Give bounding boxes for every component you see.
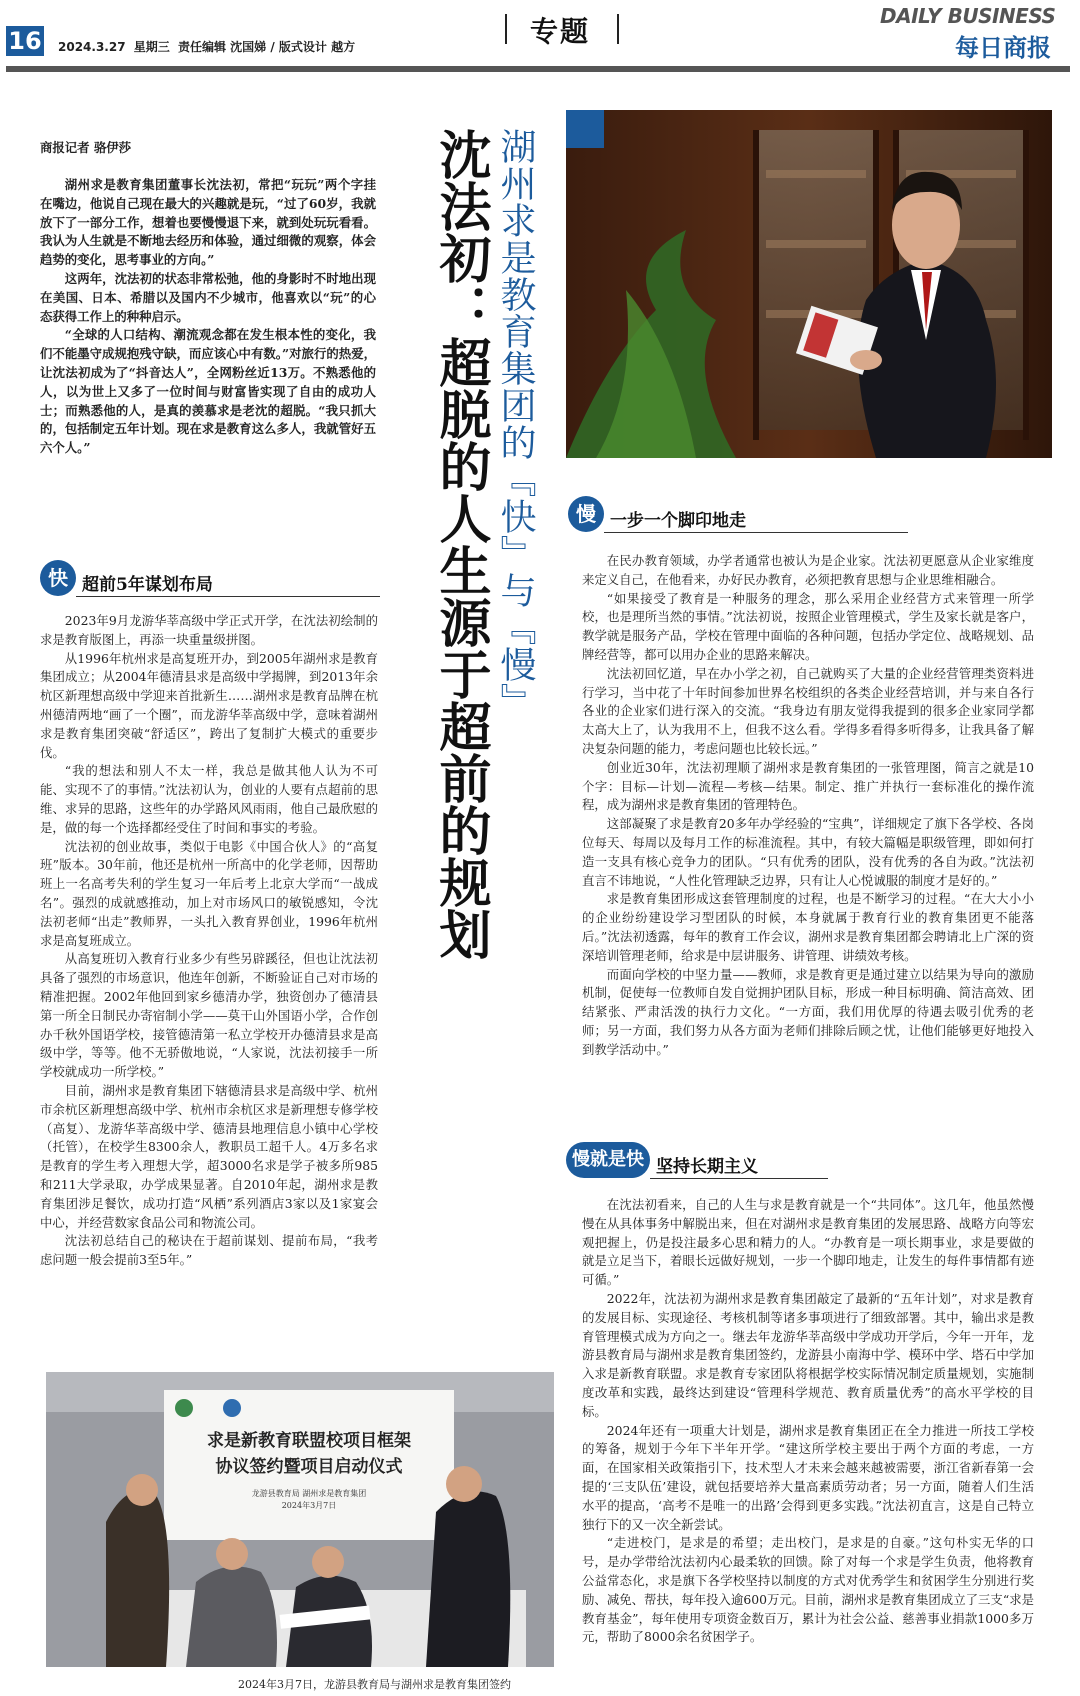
photo-caption: 2024年3月7日，龙游县教育局与湖州求是教育集团签约 [238, 1678, 511, 1691]
header-divider [505, 14, 507, 44]
paragraph: 从1996年杭州求是高复班开办，到2005年湖州求是教育集团成立；从2004年德清县求是高级中学揭牌，到2013年余杭区新理想高级中学迎来首批新生……湖州求是教育品牌在杭州德清两地“画了一个圈”，而龙游华莘高级中学，意味着湖州求是教育集团突破“舒适区”，跨出了复制扩大模式的重要步伐。 [40, 650, 378, 760]
paragraph: 这两年，沈法初的状态非常松弛，他的身影时不时地出现在美国、日本、希腊以及国内不少城市，他喜欢以“玩”的心态获得工作上的种种启示。 [40, 270, 376, 324]
section-title: 一步一个脚印地走 [610, 511, 746, 531]
section-rule [604, 532, 908, 533]
signing-ceremony-photo [46, 1372, 554, 1667]
issue-date: 2024.3.27 [58, 40, 126, 54]
paragraph: 2024年还有一项重大计划是，湖州求是教育集团正在全力推进一所技工学校的筹备，规划于今年下半年开学。“建这所学校主要出于两个方面的考虑，一方面，在国家相关政策指引下，技术型人才未来会越来越被需要，浙江省新春第一会提的‘三支队伍’建设，就包括要培养大量高素质劳动者；另一方面，随着人们生活水平的提高，‘高考不是唯一的出路’会得到更多实践。”沈法初直言，这是自己特立独行下的又一次全新尝试。 [582, 1422, 1034, 1532]
paragraph: 沈法初的创业故事，类似于电影《中国合伙人》的“高复班”版本。30年前，他还是杭州一所高中的化学老师，因帮助班上一名高考失利的学生复习一年后考上北京大学而“一战成名”。强烈的成就感推动，加上对市场风口的敏锐感知，令沈法初老师“出走”教师界，一头扎入教育界创业，1996年杭州求是高复班成立。 [40, 838, 378, 948]
paragraph: “全球的人口结构、潮流观念都在发生根本性的变化，我们不能墨守成规抱残守缺，而应该心中有数。”对旅行的热爱，让沈法初成为了“抖音达人”，全网粉丝近13万。不熟悉他的人，以为世上又多了一位时间与财富皆实现了自由的成功人士；而熟悉他的人，是真的羡慕求是老沈的超脱。“我只抓大的，包括制定五年计划。现在求是教育这么多人，我就管好五六个人。” [40, 327, 376, 456]
section-heading [576, 496, 908, 536]
paragraph: 2023年9月龙游华莘高级中学正式开学，在沈法初绘制的求是教育版图上，再添一块重量级拼图。 [40, 613, 378, 647]
section-title: 坚持长期主义 [656, 1157, 758, 1177]
banner-date: 2024年3月7日 [281, 1501, 337, 1510]
banner-title-line2: 协议签约暨项目启动仪式 [215, 1457, 403, 1477]
paragraph: 从高复班切入教育行业多少有些另辟蹊径，但也让沈法初具备了强烈的市场意识，他连年创新，不断验证自己对市场的精准把握。2002年他回到家乡德清办学，独资创办了德清县第一所全日制民办寄宿制小学——莫干山外国语小学，合作创办千秋外国语学校，接管德清第一私立学校开办德清县求是高级中学，等等。他不无骄傲地说，“人家说，沈法初接手一所学校就成功一所学校。” [40, 951, 378, 1080]
headline: 沈法初：超脱的人生源于超前的规划 [430, 128, 491, 960]
header-divider [617, 14, 619, 44]
paragraph: 而面向学校的中坚力量——教师，求是教育更是通过建立以结果为导向的激励机制，促使每一位教师自发自觉拥护团队目标，形成一种目标明确、简洁高效、团结紧张、严肃活泼的执行力文化。“一方面，我们用优厚的待遇去吸引优秀的老师；另一方面，我们努力从各方面为老师们排除后顾之忧，让他们能够更好地投入到教学活动中。” [582, 966, 1034, 1057]
paragraph: 沈法初回忆道，早在办小学之初，自己就购买了大量的企业经营管理类资料进行学习，当中花了十年时间参加世界名校组织的各类企业经营培训，并与来自各行各业的企业家们进行深入的交流。“我身边有朋友觉得我提到的很多企业家同学都太高大上了，认为我用不上，但我不这么看。学得多看得多听得多，让我具备了解决复杂问题的能力，考虑问题也比较长远。” [582, 665, 1034, 756]
paragraph: 2022年，沈法初为湖州求是教育集团敲定了最新的“五年计划”，对求是教育的发展目标、实现途径、考核机制等诸多事项进行了细致部署。其中，输出求是教育管理模式成为方向之一。继去年龙游华莘高级中学成功开学后，今年一开年，龙游县教育局与湖州求是教育集团签约，龙游县小南海中学、模环中学、塔石中学加入求是新教育联盟。求是教育专家团队将根据学校实际情况制定质量规划，实施制度改革和实践，最终达到建设“管理科学规范、教育质量优秀”的高水平学校的目标。 [582, 1290, 1034, 1419]
byline: 商报记者 骆伊莎 [40, 140, 132, 155]
portrait-photo [566, 110, 1052, 458]
paragraph: 求是教育集团形成这套管理制度的过程，也是不断学习的过程。“在大大小小的企业纷纷建设学习型团队的时候，本身就属于教育行业的教育集团更不能落后。”沈法初透露，每年的教育工作会议，湖州求是教育集团都会聘请北上广深的资深培训管理老师，给求是中层讲服务、讲管理、讲绩效考核。 [582, 891, 1034, 963]
page-number: 16 [6, 26, 44, 56]
subtitle: 湖州求是教育集团的『快』与『慢』 [495, 128, 536, 720]
section-title: 超前5年谋划布局 [82, 575, 213, 595]
brand-logo-en: DAILY BUSINESS [880, 4, 1056, 28]
section-name: 专题 [530, 15, 591, 48]
section-rule [650, 1178, 828, 1179]
section-badge: 慢就是快 [566, 1142, 650, 1178]
section-body [582, 552, 1034, 1060]
paragraph: 湖州求是教育集团董事长沈法初，常把“玩玩”两个字挂在嘴边，他说自己现在最大的兴趣就是玩，“过了60岁，我就放下了一部分工作，想着也要慢慢退下来，就到处玩玩看看。我认为人生就是不断地去经历和体验，通过细微的观察，体会趋势的变化，思考事业的方向。” [40, 177, 376, 268]
paragraph: 在沈法初看来，自己的人生与求是教育就是一个“共同体”。这几年，他虽然慢慢在从具体事务中解脱出来，但在对湖州求是教育集团的发展思路、战略方向等宏观把握上，仍是投注最多心思和精力的人。“办教育是一项长期事业，求是要做的就是立足当下，着眼长远做好规划，一步一个脚印地走，让发生的每件事情都有迹可循。” [582, 1197, 1034, 1288]
paragraph: “走进校门，是求是的希望；走出校门，是求是的自豪。”这句朴实无华的口号，是办学带给沈法初内心最柔软的回馈。除了对每一个求是学生负责，他将教育公益常态化，求是旗下各学校坚持以制度的方式对优秀学生和贫困学生分别进行奖励、减免、帮扶，每年投入逾600万元。目前，湖州求是教育集团成立了三支“求是教育基金”，每年使用专项资金数百万，累计为社会公益、慈善事业捐款1000多万元，帮助了8000余名贫困学子。 [582, 1535, 1034, 1645]
section-heading [572, 1142, 828, 1182]
issue-weekday: 星期三 [133, 40, 170, 54]
intro-text [40, 176, 376, 458]
paragraph: 目前，湖州求是教育集团下辖德清县求是高级中学、杭州市余杭区新理想高级中学、杭州市余杭区求是新理想专修学校（高复）、龙游华莘高级中学、德清县地理信息小镇中心学校（托管），在校学生8300余人，教职员工超千人。4万多名求是教育的学生考入理想大学，超3000名求是学子被多所985和211大学录取，办学成果显著。自2010年起，湖州求是教育集团涉足餐饮，成功打造“风栖”系列酒店3家以及1家宴会中心，并经营数家食品公司和物流公司。 [40, 1082, 378, 1230]
section-body [40, 612, 378, 1270]
editor-credit: 责任编辑 沈国娣 / 版式设计 越方 [177, 40, 356, 54]
section-body [582, 1196, 1034, 1647]
paragraph: “我的想法和别人不太一样，我总是做其他人认为不可能、实现不了的事情。”沈法初认为，创业的人要有点超前的思维、求异的思路，这些年的办学路风风雨雨，他自己最欣慰的是，做的每一个选择都经受住了时间和事实的考验。 [40, 763, 378, 835]
banner-org: 龙游县教育局 湖州求是教育集团 [251, 1489, 367, 1498]
paragraph: 沈法初总结自己的秘诀在于超前谋划、提前布局，“我考虑问题一般会提前3至5年。” [40, 1233, 378, 1268]
banner-title-line1: 求是新教育联盟校项目框架 [207, 1431, 411, 1451]
section-rule [76, 596, 380, 597]
paragraph: “如果接受了教育是一种服务的理念，那么采用企业经营方式来管理一所学校，也是理所当然的事情。”沈法初说，按照企业管理模式，学生及家长就是客户，教学就是服务产品，学校在管理中面临的各种问题，包括办学定位、战略规划、品牌经营等，都可以用办企业的思路来解决。 [582, 590, 1034, 662]
photo-accent-block [566, 110, 604, 148]
header-rule [6, 66, 1070, 72]
issue-info [58, 38, 359, 55]
section-badge: 慢 [568, 496, 604, 532]
paragraph: 在民办教育领域，办学者通常也被认为是企业家。沈法初更愿意从企业家维度来定义自己，在他看来，办好民办教育，必须把教育思想与企业思维相融合。 [582, 553, 1034, 587]
section-heading [40, 560, 380, 600]
section-badge: 快 [40, 560, 76, 596]
paragraph: 创业近30年，沈法初理顺了湖州求是教育集团的一张管理图，简言之就是10个字：目标—计划—流程—考核—结果。制定、推广并执行一套标准化的操作流程，成为湖州求是教育集团的管理特色。 [582, 759, 1034, 813]
brand-logo-cn: 每日商报 [955, 33, 1051, 62]
paragraph: 这部凝聚了求是教育20多年办学经验的“宝典”，详细规定了旗下各学校、各岗位每天、每周以及每月工作的标准流程。其中，有较大篇幅是职级管理，即如何打造一支具有核心竞争力的团队。“只有优秀的团队，没有优秀的各自为政。”沈法初直言不讳地说，“人性化管理缺乏边界，只有让人心悦诚服的制度才是好的。” [582, 816, 1034, 888]
